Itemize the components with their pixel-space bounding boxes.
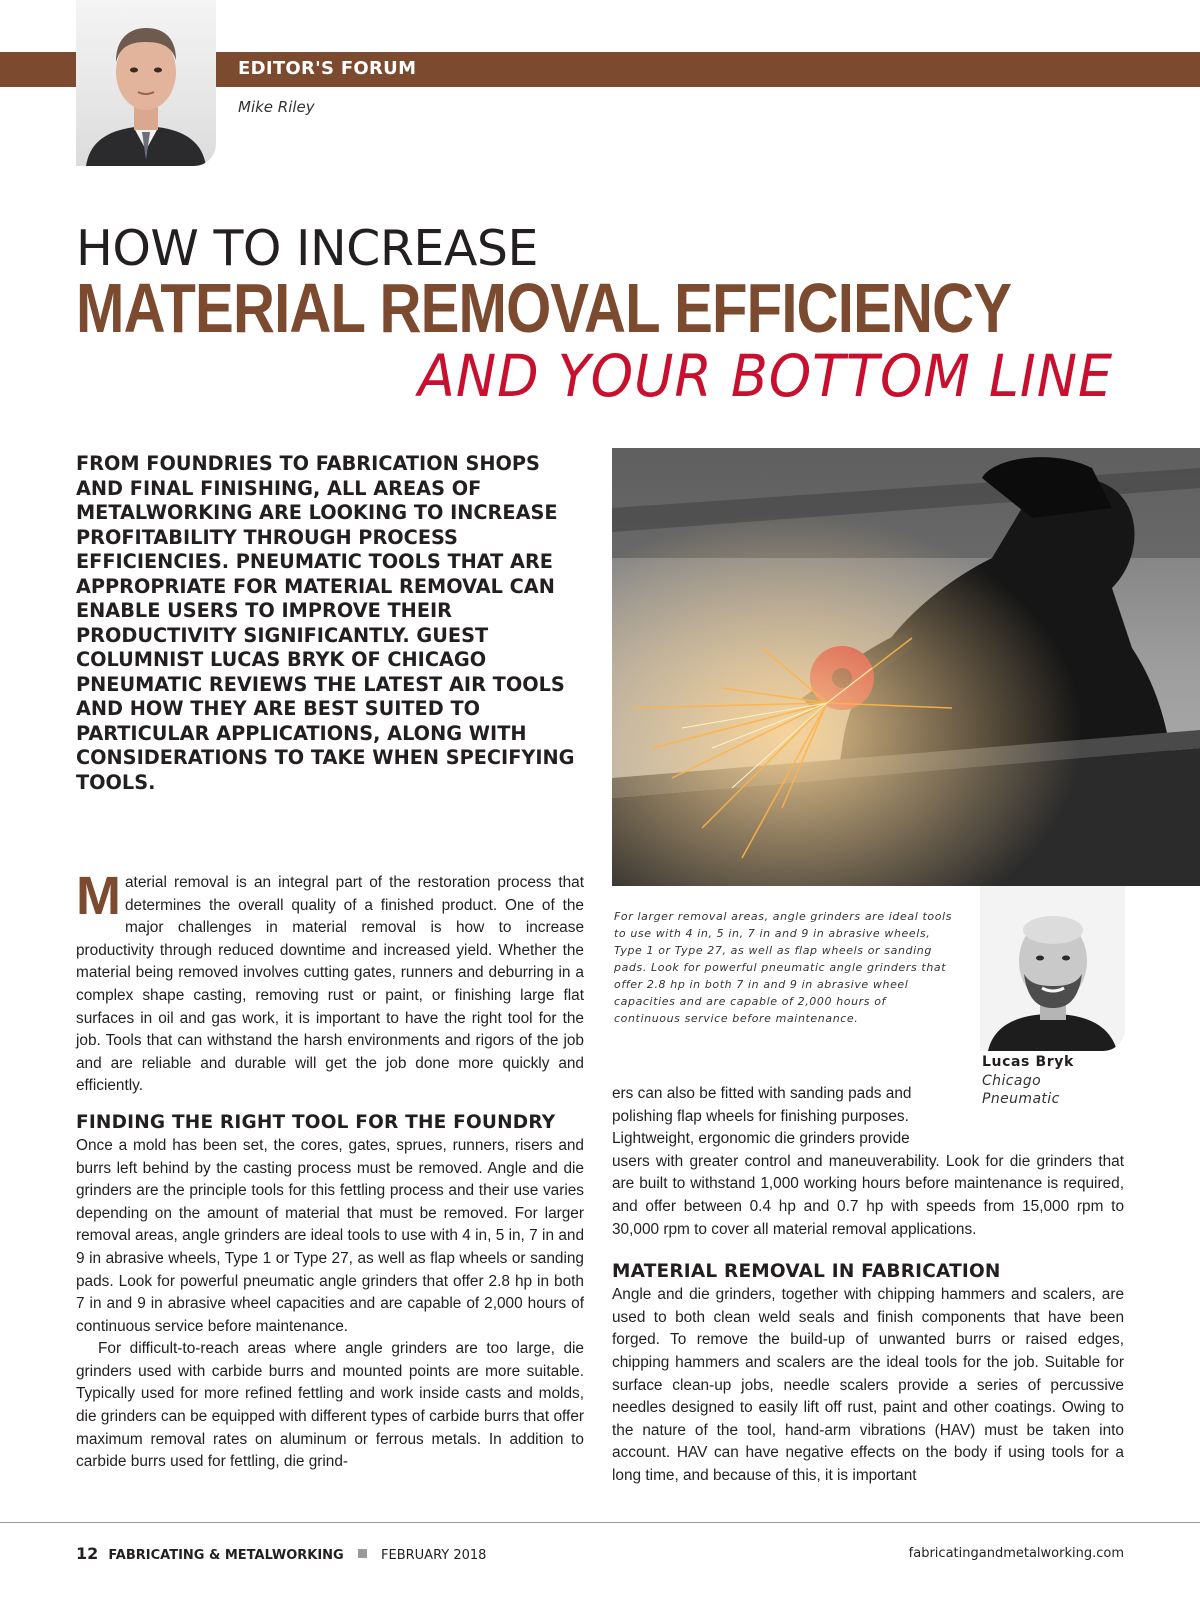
magazine-name: FABRICATING & METALWORKING xyxy=(108,1548,344,1563)
separator-square-icon xyxy=(358,1549,367,1558)
editor-photo-illustration xyxy=(76,0,216,166)
photo-caption: For larger removal areas, angle grinders are ideal tools to use with 4 in, 5 in, 7 in and 9 in abrasive wheels, Type 1 or Type 27, as well as flap wheels or sanding pads. Look for powerful pneumatic angle grinders that offer 2.8 hp in both 7 in and 9 in abrasive wheel capacities and are capable of 2,000 hours of continuous service before maintenance. xyxy=(614,910,953,1025)
grinding-photo xyxy=(612,448,1200,886)
die-grinder-paragraph-end: users with greater control and maneuverability. Look for die grinders that are built to withstand 1,000 working hours before maintenance is required, and offer between 0.4 hp and 0.7 hp with speeds from 15,000 rpm to 30,000 rpm to cover all material removal applications. xyxy=(612,1152,1124,1238)
subhead-fabrication: MATERIAL REMOVAL IN FABRICATION xyxy=(612,1261,1001,1283)
footer-left xyxy=(76,1544,486,1563)
footer-rule xyxy=(0,1522,1200,1523)
columnist-portrait xyxy=(980,886,1125,1051)
columnist-photo-illustration xyxy=(980,886,1125,1051)
title-line-1: HOW TO INCREASE xyxy=(76,220,538,277)
subhead-foundry: FINDING THE RIGHT TOOL FOR THE FOUNDRY xyxy=(76,1111,556,1133)
website-link[interactable]: fabricatingandmetalworking.com xyxy=(908,1546,1124,1561)
title-line-2: MATERIAL REMOVAL EFFICIENCY xyxy=(76,269,1012,347)
die-grinder-paragraph-start: ers can also be fitted with sanding pads and polishing flap wheels for finishing purposes. Lightweight, ergonomic die grinders provide xyxy=(612,1085,912,1148)
editor-portrait xyxy=(76,0,216,166)
intro-text: aterial removal is an integral part of the restoration process that determines the overall quality of a finished product. One of the major challenges in material removal is how to increase productivity through reduced downtime and increased yield. Whether the material being removed involves cutting gates, runners and deburring in a complex shape casting, removing rust or paint, or finishing large flat surfaces in oil and gas work, it is important to have the right tool for the job. Tools that can withstand the harsh environments and rigors of the job and are reliable and durable will get the job done more quickly and efficiently. xyxy=(76,874,584,1095)
page-number: 12 xyxy=(76,1544,99,1563)
left-column xyxy=(76,866,584,1474)
columnist-name: Lucas Bryk xyxy=(982,1054,1074,1070)
section-label: EDITOR'S FORUM xyxy=(238,58,417,79)
fabrication-paragraph: Angle and die grinders, together with chipping hammers and scalers, are used to both clean weld seals and finish components that have been forged. To remove the build-up of unwanted burrs or raised edges, chipping hammers and scalers are the ideal tools for the job. Suitable for surface clean-up jobs, needle scalers provide a series of percussive needles designed to easily lift off rust, paint and other coatings. Owing to the nature of the tool, hand-arm vibrations (HAV) must be taken into account. HAV can have negative effects on the body if using tools for a long time, and because of this, it is important xyxy=(612,1286,1124,1484)
right-column xyxy=(612,1083,1124,1488)
foundry-paragraph-1: Once a mold has been set, the cores, gates, sprues, runners, risers and burrs left behind by the casting process must be removed. Angle and die grinders are the principle tools for this fettling process and their use varies depending on the amount of material that must be removed. For larger removal areas, angle grinders are ideal tools to use with 4 in, 5 in, 7 in and 9 in abrasive wheels, Type 1 or Type 27, as well as flap wheels or sanding pads. Look for powerful pneumatic angle grinders that offer 2.8 hp in both 7 in and 9 in abrasive wheel capacities and are capable of 2,000 hours of continuous service before maintenance. xyxy=(76,1136,584,1335)
title-line-3: AND YOUR BOTTOM LINE xyxy=(418,342,1113,410)
drop-cap: M xyxy=(76,866,121,926)
grinding-photo-illustration xyxy=(612,448,1200,886)
columnist-company: Chicago Pneumatic xyxy=(982,1073,1060,1107)
editor-name: Mike Riley xyxy=(238,98,315,116)
article-deck: FROM FOUNDRIES TO FABRICATION SHOPS AND FINAL FINISHING, ALL AREAS OF METALWORKING ARE LOOKING TO INCREASE PROFITABILITY THROUGH PROCESS EFFICIENCIES. PNEUMATIC TOOLS THAT ARE APPROPRIATE FOR MATERIAL REMOVAL CAN ENABLE USERS TO IMPROVE THEIR PRODUCTIVITY SIGNIFICANTLY. GUEST COLUMNIST LUCAS BRYK OF CHICAGO PNEUMATIC REVIEWS THE LATEST AIR TOOLS AND HOW THEY ARE BEST SUITED TO PARTICULAR APPLICATIONS, ALONG WITH CONSIDERATIONS TO TAKE WHEN SPECIFYING TOOLS. xyxy=(76,452,575,794)
intro-paragraph xyxy=(76,866,584,1098)
issue-date: FEBRUARY 2018 xyxy=(381,1548,487,1563)
foundry-paragraph-2: For difficult-to-reach areas where angle grinders are too large, die grinders used with carbide burrs and mounted points are more suitable. Typically used for more refined fettling and work inside casts and molds, die grinders can be equipped with different types of carbide burrs that offer maximum removal rates on aluminum or ferrous metals. In addition to carbide burrs used for fettling, die grind- xyxy=(76,1340,584,1471)
